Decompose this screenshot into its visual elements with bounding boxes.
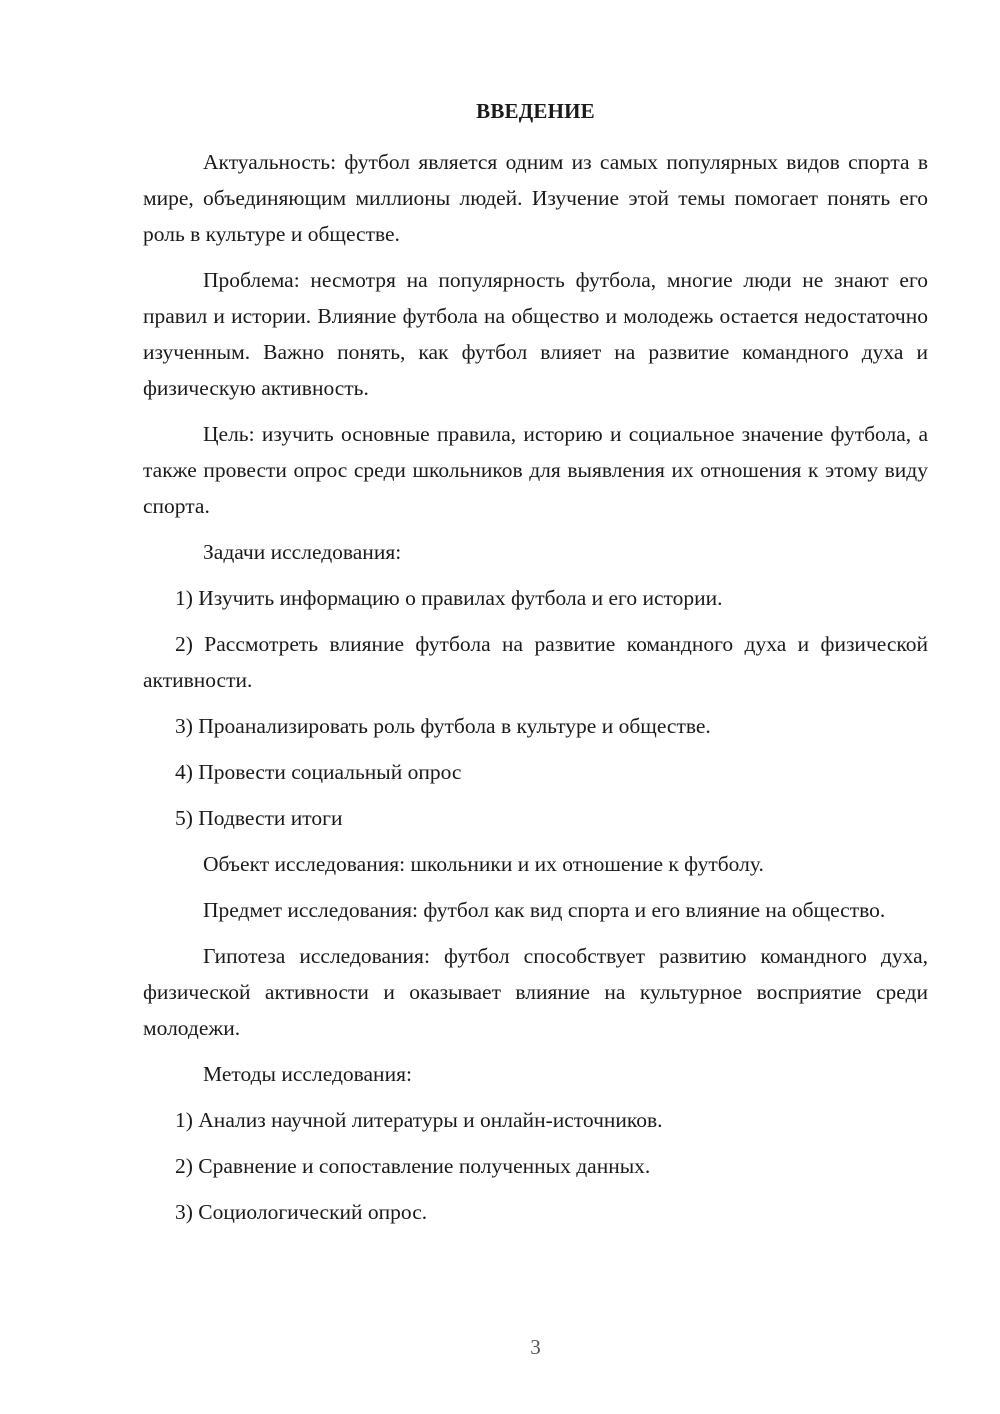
- subject-paragraph: Предмет исследования: футбол как вид спорта и его влияние на общество.: [203, 898, 886, 922]
- section-title: ВВЕДЕНИЕ: [476, 99, 595, 123]
- tasks-heading: Задачи исследования:: [203, 540, 402, 564]
- goal-paragraph: Цель: изучить основные правила, историю и социальное значение футбола, а также провести опрос среди школьников для выявления их отношения к этому виду спорта.: [143, 422, 928, 518]
- method-item: 2) Сравнение и сопоставление полученных данных.: [175, 1154, 651, 1178]
- document-page: [143, 0, 928, 1414]
- methods-heading: Методы исследования:: [203, 1062, 412, 1086]
- task-item: 2) Рассмотреть влияние футбола на развитие командного духа и физической активности.: [143, 632, 928, 692]
- method-item: 1) Анализ научной литературы и онлайн-источников.: [175, 1108, 663, 1132]
- task-item: 4) Провести социальный опрос: [175, 760, 462, 784]
- document-body: [143, 144, 928, 1240]
- page-number: 3: [530, 1335, 541, 1359]
- task-item: 5) Подвести итоги: [175, 806, 343, 830]
- problem-paragraph: Проблема: несмотря на популярность футбола, многие люди не знают его правил и истории. Влияние футбола на общество и молодежь остается недостаточно изученным. Важно понять, как футбол влияет на развитие командного духа и физическую активность.: [143, 268, 928, 400]
- object-paragraph: Объект исследования: школьники и их отношение к футболу.: [203, 852, 764, 876]
- relevance-paragraph: Актуальность: футбол является одним из самых популярных видов спорта в мире, объединяющим миллионы людей. Изучение этой темы помогает понять его роль в культуре и обществе.: [143, 150, 928, 246]
- task-item: 3) Проанализировать роль футбола в культуре и обществе.: [175, 714, 711, 738]
- task-item: 1) Изучить информацию о правилах футбола и его истории.: [175, 586, 723, 610]
- hypothesis-paragraph: Гипотеза исследования: футбол способствует развитию командного духа, физической активности и оказывает влияние на культурное восприятие среди молодежи.: [143, 944, 928, 1040]
- method-item: 3) Социологический опрос.: [175, 1200, 428, 1224]
